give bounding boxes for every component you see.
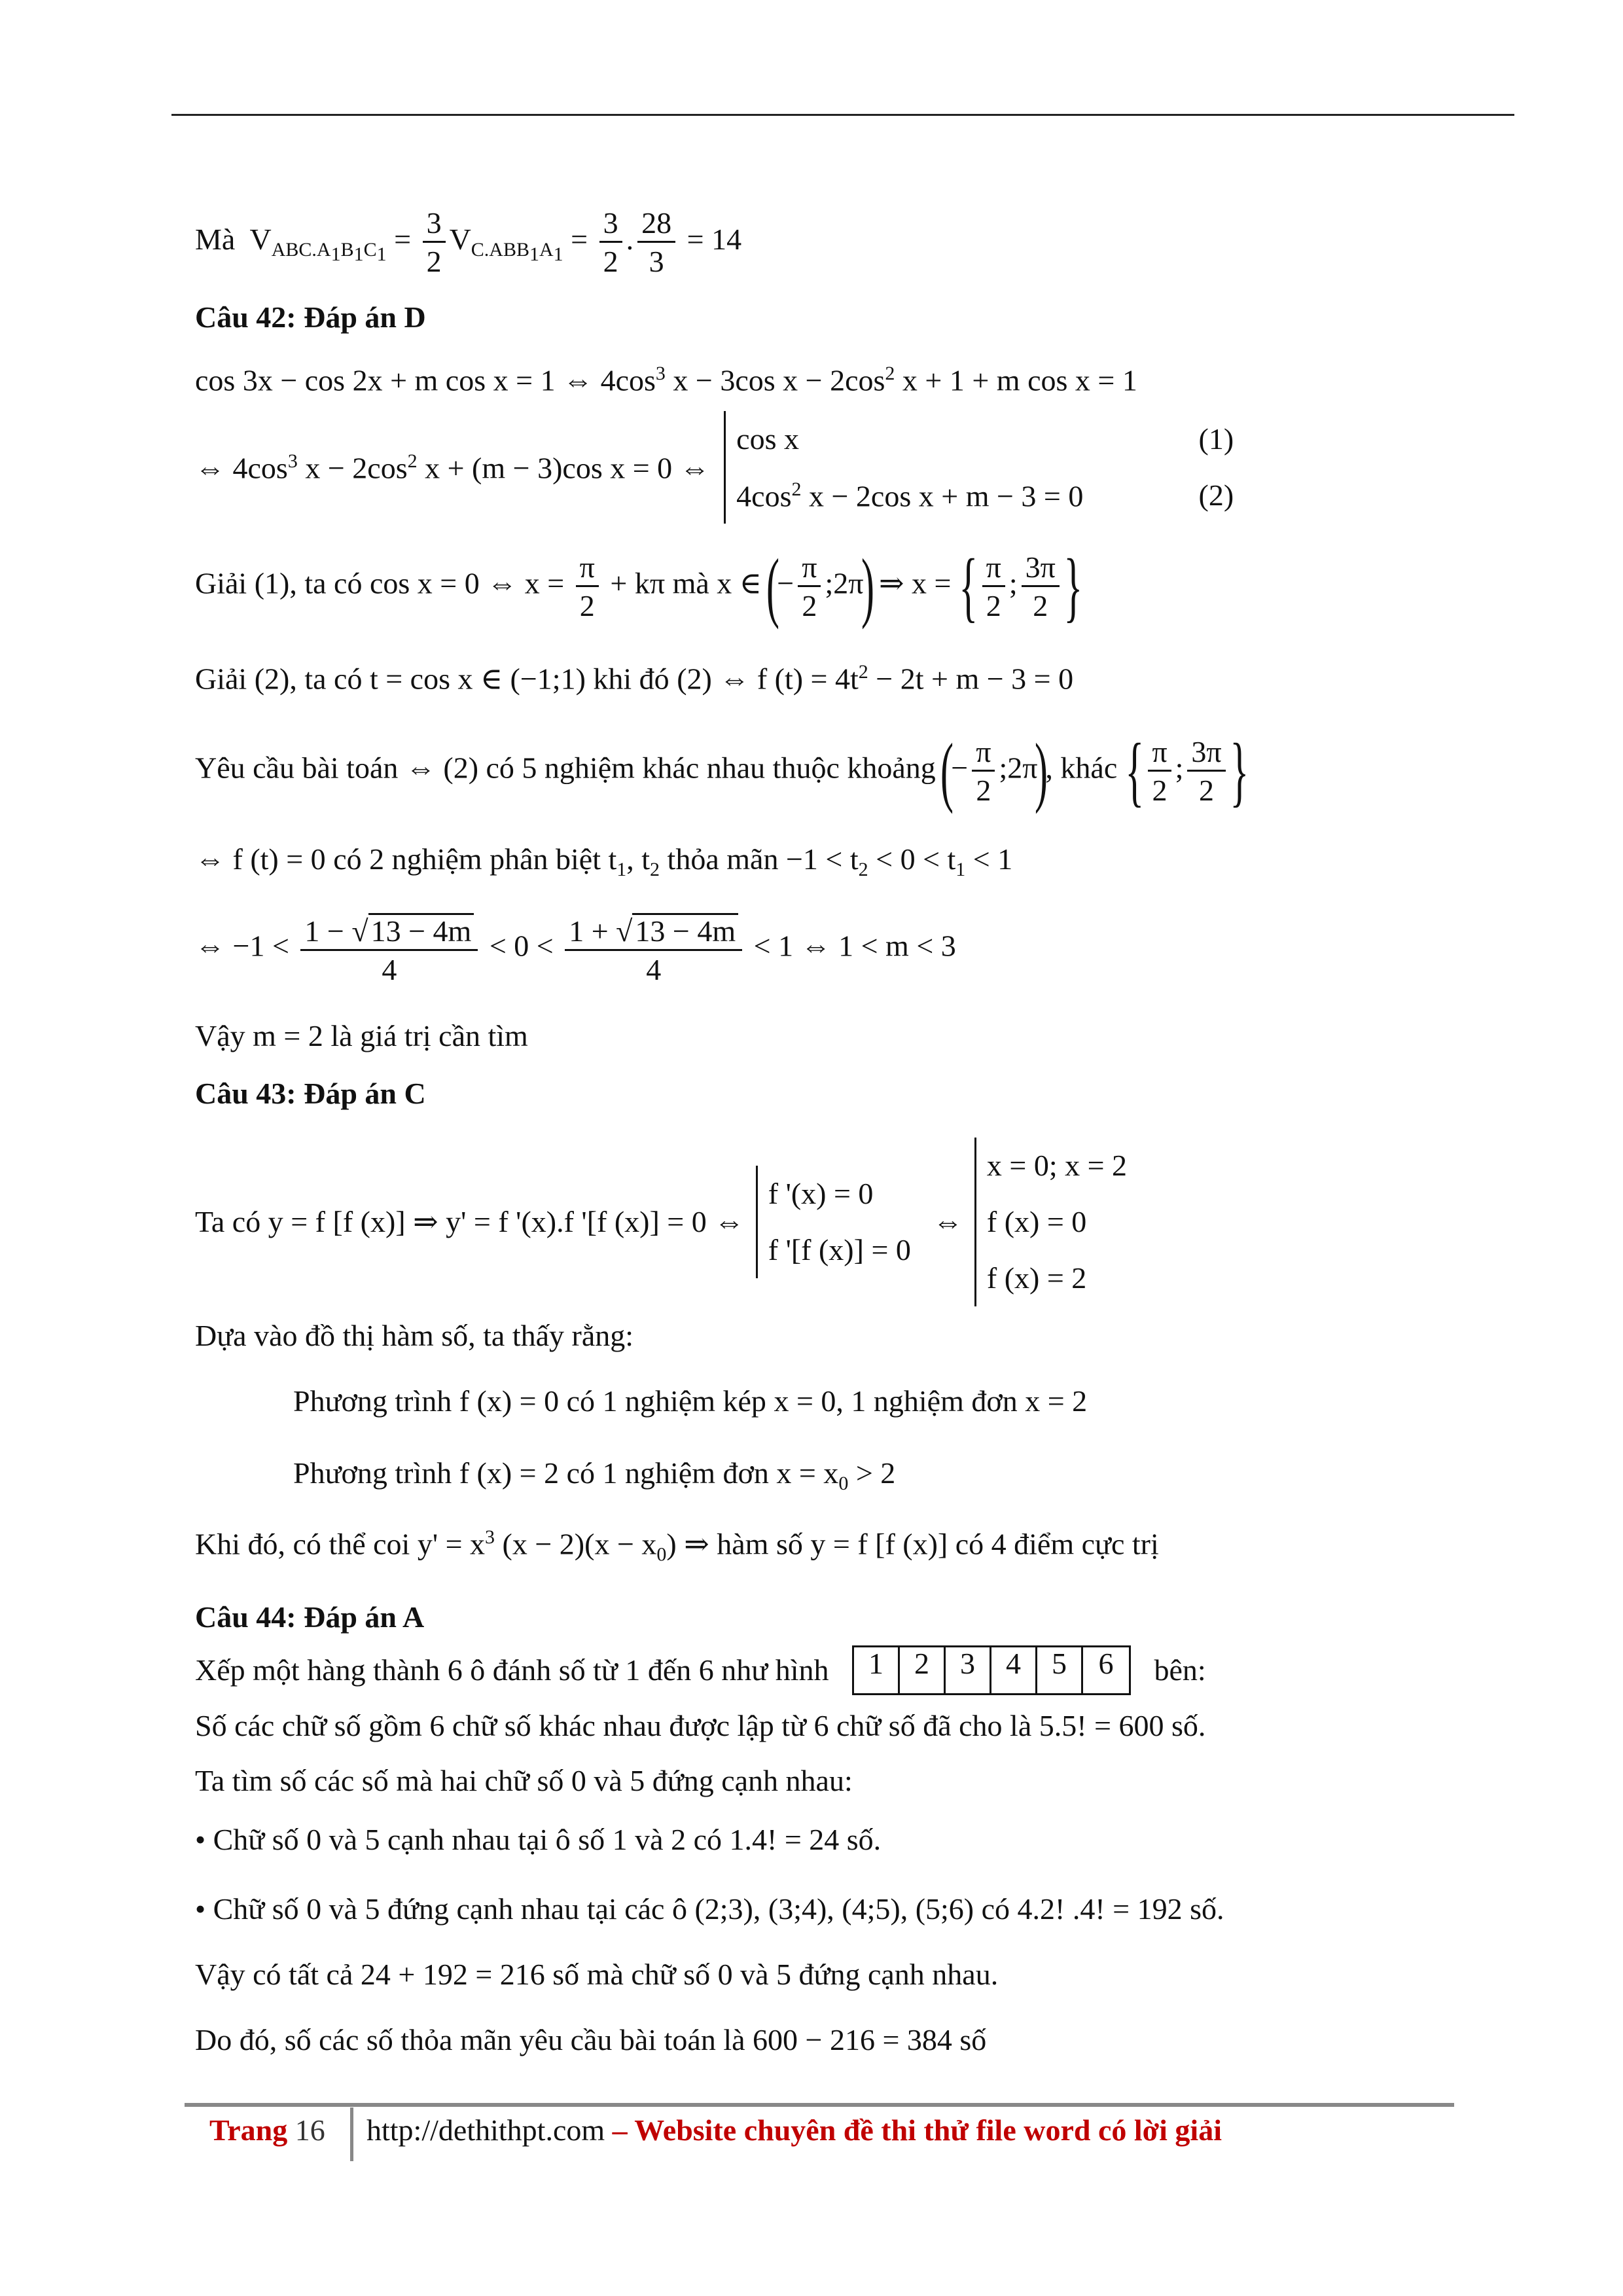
solve2-label: Giải (2), ta có	[195, 662, 363, 696]
q44-final-math: 600 − 216 = 384	[753, 2023, 952, 2056]
final-mid: hàm số	[717, 1527, 803, 1561]
req-khac: , khác	[1045, 751, 1118, 785]
pt2-mid: có 1 nghiệm đơn	[566, 1456, 769, 1490]
cond-tail: thỏa mãn	[667, 842, 779, 876]
q44-final	[195, 2025, 986, 2055]
q44-bullet-2: • Chữ số 0 và 5 đứng cạnh nhau tại các ô (2;3), (3;4), (4;5), (5;6) có 4.2! .4! = 192 số.	[195, 1892, 1224, 1926]
footer-page	[209, 2113, 325, 2147]
q43-derivative: Ta có y = f [f (x)] ⇒ y' = f '(x).f '[f (x)] = 0 ⇔ f '(x) = 0 f '[f (x)] = 0 ⇔ x = 0; x = 2 f (x) = 0 f (x) = 2	[195, 1138, 1127, 1306]
bullet2-mid: có	[981, 1892, 1010, 1926]
q44-arrange	[195, 1645, 1206, 1695]
footer-link	[366, 2113, 1222, 2147]
pt1-tail: , 1 nghiệm đơn	[836, 1384, 1018, 1418]
solve1-mid: mà	[672, 566, 709, 600]
q42-solve-1: Giải (1), ta có cos x = 0 ⇔ x = $\frac{\pi}{2}$ + kπ mà x ∈ (− $\frac{\pi}{2}$ ;2π) ⇒ x = { $\frac{\pi}{2}$ ; $\frac{3\pi}{2}$ }	[195, 543, 1083, 630]
total-math: 24 + 192 = 216	[360, 1958, 545, 1991]
cell-5: 5	[1037, 1647, 1083, 1693]
bullet2-prefix: • Chữ số 0 và 5 đứng cạnh nhau tại các ô	[195, 1892, 687, 1926]
req-label: Yêu cầu bài toán	[195, 751, 399, 785]
cell-3: 3	[946, 1647, 991, 1693]
pt1-label: Phương trình	[293, 1384, 452, 1418]
q42-conclusion: Vậy m = 2 là giá trị cần tìm	[195, 1019, 528, 1052]
q44-find: Ta tìm số các số mà hai chữ số 0 và 5 đứng cạnh nhau:	[195, 1764, 853, 1797]
q43-pt-1: Phương trình f (x) = 0 có 1 nghiệm kép x = 0, 1 nghiệm đơn x = 2	[293, 1384, 1088, 1418]
q42-title: Câu 42: Đáp án D	[195, 300, 426, 334]
bullet2-tail: số.	[1190, 1892, 1224, 1926]
header-rule	[171, 114, 1514, 116]
cond-mid: có 2 nghiệm phân biệt	[333, 842, 601, 876]
q44-bullet-1	[195, 1825, 881, 1855]
cell-1: 1	[854, 1647, 900, 1693]
req-mid: có 5 nghiệm khác nhau thuộc khoảng	[486, 751, 936, 785]
footer-rule	[185, 2103, 1454, 2107]
q42-condition: ⇔ f (t) = 0 có 2 nghiệm phân biệt $t_1$, $t_2$ thỏa mãn $-1 < t_2 < 0 < t_1 < 1$	[195, 842, 1013, 881]
cell-6: 6	[1098, 1647, 1114, 1680]
q44-final-tail: số	[959, 2023, 987, 2056]
q43-graph-note: Dựa vào đồ thị hàm số, ta thấy rằng:	[195, 1319, 634, 1352]
number-cells	[852, 1645, 1131, 1695]
q44-title: Câu 44: Đáp án A	[195, 1600, 425, 1634]
arrange-text: Xếp một hàng thành 6 ô đánh số từ 1 đến 6 như hình	[195, 1653, 829, 1687]
final-tail: có 4 điểm cực trị	[955, 1527, 1159, 1561]
pt2-label: Phương trình	[293, 1456, 452, 1490]
q43-title: Câu 43: Đáp án C	[195, 1077, 426, 1110]
q44-total	[195, 1960, 998, 1990]
solve1-label: Giải (1), ta có	[195, 566, 363, 600]
footer-page-number: 16	[294, 2113, 325, 2147]
total-tail: số mà chữ số 0 và 5 đứng cạnh nhau.	[552, 1958, 999, 1991]
footer-description: – Website chuyên đề thi thử file word có lời giải	[605, 2113, 1222, 2147]
bullet1-prefix: • Chữ số 0 và 5 cạnh nhau tại ô số 1 và 2 có	[195, 1823, 722, 1856]
volume-line: Mà $V_{ABC.A_1B_1C_1}$ = $\frac{3}{2}$ $V_{C.ABB_1A_1}$ = $\frac{3}{2}$ . $\frac{28}{3}$ = 14	[195, 206, 742, 278]
taco-label: Ta có	[195, 1205, 261, 1238]
final-prefix: Khi đó, có thể coi	[195, 1527, 410, 1561]
q42-equation-1: cos 3x − cos 2x + m cos x = 1 ⇔ $4\cos^3$ x − 3cos $x - 2\cos^2$ x + 1 + m cos x = 1	[195, 363, 1137, 397]
arrange-tail: bên:	[1154, 1653, 1206, 1687]
volume-result: = 14	[687, 223, 742, 257]
footer-url[interactable]: http://dethithpt.com	[366, 2113, 605, 2147]
total-prefix: Vậy có tất cả	[195, 1958, 353, 1991]
volume-prefix: Mà	[195, 223, 236, 257]
conclusion-suffix: là giá trị cần tìm	[330, 1019, 528, 1052]
cell-2: 2	[900, 1647, 946, 1693]
q43-pt-2: Phương trình f (x) = 2 có 1 nghiệm đơn $x = x_0 > 2$	[293, 1456, 896, 1495]
conclusion-prefix: Vậy	[195, 1019, 245, 1052]
footer-divider	[350, 2108, 353, 2161]
q42-equation-2: ⇔ $4\cos^3$ $x - 2\cos^2$ x + (m − 3)cos x = 0 ⇔ cos x (1) $4\cos^2$ x − 2cos x + m − 3 = 0 (2)	[195, 411, 1234, 524]
footer-trang-label: Trang	[209, 2113, 288, 2147]
q42-requirement: Yêu cầu bài toán ⇔ (2) có 5 nghiệm khác nhau thuộc khoảng (− $\frac{\pi}{2}$ ;2π), khác { $\frac{\pi}{2}$ ; $\frac{3\pi}{2}$ }	[195, 727, 1249, 814]
solve2-mid: khi đó	[593, 662, 669, 696]
q43-final: Khi đó, có thể coi $y' = x^3$ $(x - 2)(x - x_0)$ ⇒ hàm số y = f [f (x)] có 4 điểm cực trị	[195, 1526, 1159, 1566]
bullet1-math: 1.4! = 24	[729, 1823, 840, 1856]
q44-count: Số các chữ số gồm 6 chữ số khác nhau được lập từ 6 chữ số đã cho là 5.5! = 600 số.	[195, 1709, 1206, 1742]
q42-solve-2: Giải (2), ta có t = cos x ∈ (−1;1) khi đó (2) ⇔ f $(t) = 4t^2 - 2t + m - 3 = 0$	[195, 661, 1074, 696]
pt1-mid: có 1 nghiệm kép	[566, 1384, 766, 1418]
bullet2-math: 4.2! .4! = 192	[1017, 1892, 1183, 1926]
q42-inequality: ⇔ −1 < $\frac{1 - √13 - 4m}{4}$ < 0 < $\frac{1 + √13 - 4m}{4}$ < 1 ⇔ 1 < m < 3	[195, 914, 956, 986]
cell-4: 4	[991, 1647, 1037, 1693]
q44-final-prefix: Do đó, số các số thỏa mãn yêu cầu bài toán là	[195, 2023, 745, 2056]
bullet1-tail: số.	[846, 1823, 882, 1856]
